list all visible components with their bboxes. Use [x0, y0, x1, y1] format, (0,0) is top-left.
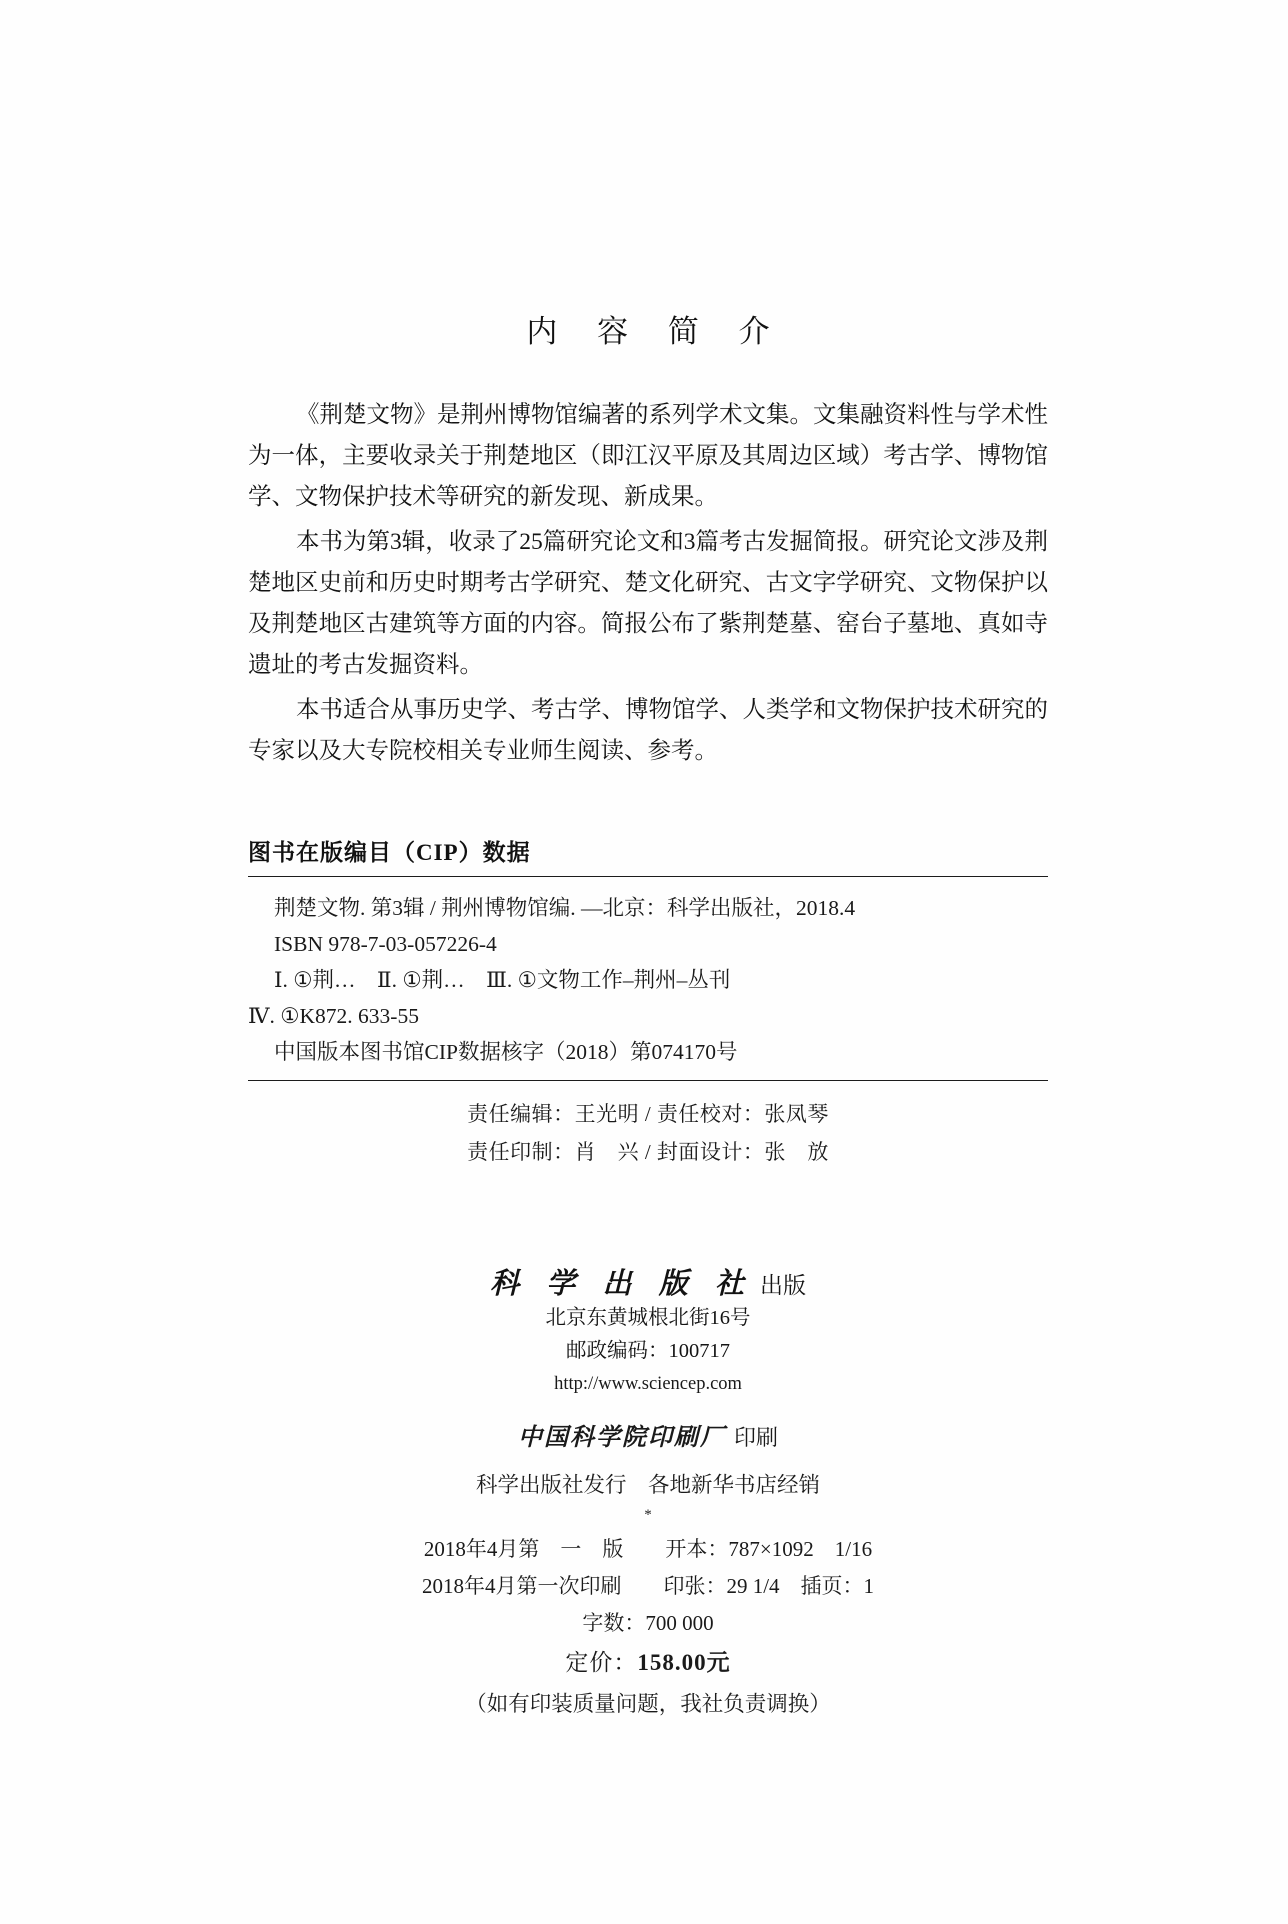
print-specs-block [248, 1531, 1048, 1724]
separator-asterisk: * [644, 1507, 652, 1523]
price-row [248, 1642, 1048, 1684]
distribution-line: 科学出版社发行 各地新华书店经销 [475, 1473, 820, 1497]
staff-credits [248, 1081, 1048, 1183]
page-title: 内 容 简 介 [526, 314, 786, 349]
cip-heading: 图书在版编目（CIP）数据 [248, 840, 531, 865]
intro-paragraph-3: 本书适合从事历史学、考古学、博物馆学、人类学和文物保护技术研究的专家以及大专院校相关专业师生阅读、参考。 [248, 697, 1048, 764]
price-label: 定价： [565, 1650, 638, 1675]
intro-paragraph-1: 《荆楚文物》是荆州博物馆编著的系列学术文集。文集融资料性与学术性为一体，主要收录关于荆楚地区（即江汉平原及其周边区域）考古学、博物馆学、文物保护技术等研究的新发现、新成果。 [248, 402, 1048, 510]
publisher-website-link[interactable]: http://www.sciencep.com [554, 1374, 742, 1394]
cip-line-isbn: ISBN 978-7-03-057226-4 [274, 932, 497, 956]
printer-line [248, 1417, 1048, 1452]
page-content [248, 0, 1048, 1724]
staff-line-editor: 责任编辑：王光明 / 责任校对：张凤琴 [467, 1102, 829, 1126]
spec-impression-row: 2018年4月第一次印刷 印张：29 1/4 插页：1 [421, 1574, 875, 1598]
intro-text-block [248, 395, 1048, 772]
quality-note: （如有印装质量问题，我社负责调换） [465, 1692, 831, 1716]
cip-line-classification: Ⅰ. ①荆… Ⅱ. ①荆… Ⅲ. ①文物工作–荆州–丛刊 [274, 968, 731, 992]
cip-body [248, 877, 1048, 1080]
price-value: 158.00元 [637, 1650, 731, 1675]
publisher-name-suffix: 出版 [760, 1273, 806, 1298]
spec-edition-row: 2018年4月第 一 版 开本：787×1092 1/16 [423, 1537, 873, 1561]
publisher-postcode: 邮政编码：100717 [566, 1340, 730, 1362]
printer-name: 中国科学院印刷厂 [517, 1425, 726, 1451]
intro-paragraph-2: 本书为第3辑，收录了25篇研究论文和3篇考古发掘简报。研究论文涉及荆楚地区史前和历史时期考古学研究、楚文化研究、古文字学研究、文物保护以及荆楚地区古建筑等方面的内容。简报公布了紫荆楚墓、窑台子墓地、真如寺遗址的考古发掘资料。 [248, 529, 1048, 678]
cip-line-title: 荆楚文物. 第3辑 / 荆州博物馆编. —北京：科学出版社，2018.4 [274, 896, 856, 920]
spec-wordcount-row: 字数：700 000 [582, 1611, 714, 1635]
printer-suffix: 印刷 [733, 1425, 778, 1450]
publisher-block [248, 1261, 1048, 1525]
cip-block [248, 834, 1048, 1081]
publisher-name-line [248, 1261, 1048, 1302]
staff-line-production: 责任印制：肖 兴 / 封面设计：张 放 [467, 1140, 829, 1164]
publisher-address: 北京东黄城根北街16号 [545, 1307, 751, 1329]
publisher-name: 科 学 出 版 社 [489, 1268, 754, 1300]
cip-line-callnumber: Ⅳ. ①K872. 633-55 [248, 1004, 419, 1028]
cip-line-registry: 中国版本图书馆CIP数据核字（2018）第074170号 [274, 1040, 738, 1064]
